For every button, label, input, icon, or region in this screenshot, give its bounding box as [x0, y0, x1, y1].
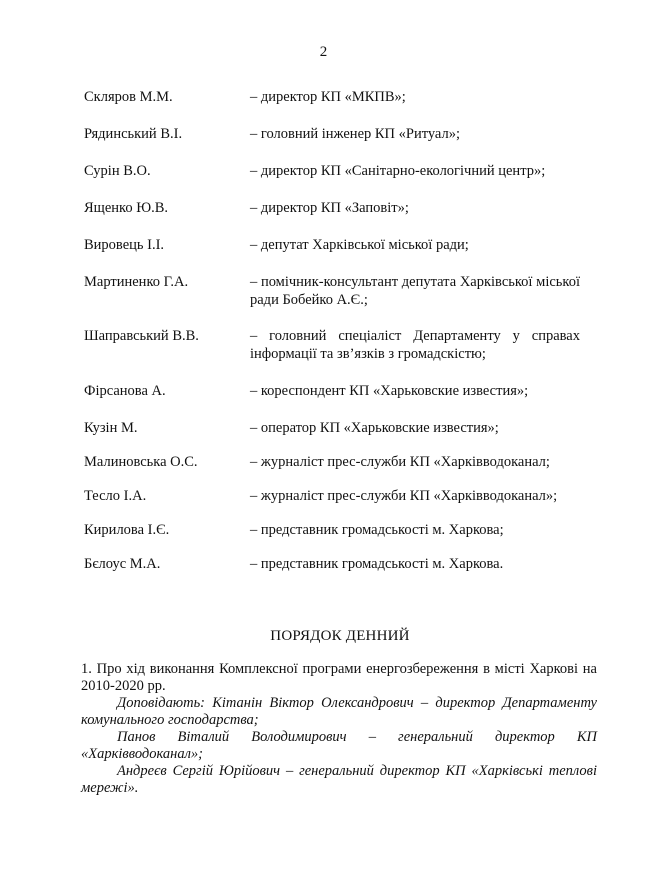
attendee-row — [84, 521, 584, 539]
agenda-item — [81, 661, 597, 797]
attendee-name: Рядинський В.І. — [84, 126, 183, 142]
attendee-name: Шаправський В.В. — [84, 328, 199, 344]
attendee-role: – представник громадськості м. Харкова. — [250, 556, 504, 572]
attendee-name: Тесло І.А. — [84, 488, 147, 504]
attendee-role: – кореспондент КП «Харьковские известия»; — [250, 383, 529, 399]
attendee-name: Мартиненко Г.А. — [84, 274, 189, 290]
attendee-role: – помічник-консультант депутата Харківської міської ради Бобейко А.Є.; — [250, 274, 580, 308]
attendee-name: Фірсанова А. — [84, 383, 166, 399]
attendee-row — [84, 453, 584, 471]
agenda-speaker: Панов Віталий Володимирович – генеральний директор КП «Харківводоканал»; — [81, 729, 597, 762]
attendee-role: – представник громадськості м. Харкова; — [250, 522, 504, 538]
attendee-role: – директор КП «Санітарно-екологічний центр»; — [250, 163, 546, 179]
attendee-row — [84, 327, 584, 363]
attendee-row — [84, 125, 584, 143]
attendee-role: – головний спеціаліст Департаменту у справах інформації та зв’язків з громадскістю; — [250, 328, 580, 362]
attendee-name: Бєлоус М.А. — [84, 556, 161, 572]
agenda-item-text: 1. Про хід виконання Комплексної програми енергозбереження в місті Харкові на 2010-2020 рр. — [81, 661, 597, 694]
attendee-role: – головний інженер КП «Ритуал»; — [250, 126, 461, 142]
page-number: 2 — [319, 44, 328, 60]
attendee-role: – журналіст прес-служби КП «Харківводоканал»; — [250, 488, 558, 504]
attendee-name: Сурін В.О. — [84, 163, 151, 179]
agenda-speaker: Андреєв Сергій Юрійович – генеральний директор КП «Харківські теплові мережі». — [81, 763, 597, 796]
attendee-row — [84, 236, 584, 254]
attendee-role: – директор КП «Заповіт»; — [250, 200, 409, 216]
attendee-role: – оператор КП «Харьковские известия»; — [250, 420, 499, 436]
attendee-row — [84, 88, 584, 106]
attendee-name: Ященко Ю.В. — [84, 200, 169, 216]
attendee-row — [84, 555, 584, 573]
attendee-name: Скляров М.М. — [84, 89, 173, 105]
attendee-role: – депутат Харківської міської ради; — [250, 237, 469, 253]
attendee-role: – директор КП «МКПВ»; — [250, 89, 406, 105]
attendee-row — [84, 382, 584, 400]
attendee-row — [84, 199, 584, 217]
attendee-name: Кирилова І.Є. — [84, 522, 170, 538]
attendee-row — [84, 162, 584, 180]
agenda-title: ПОРЯДОК ДЕННИЙ — [270, 628, 410, 644]
attendee-list — [84, 88, 584, 573]
agenda-speaker: Доповідають: Кітанін Віктор Олександрович – директор Департаменту комунального господарства; — [81, 695, 597, 728]
attendee-row — [84, 273, 584, 309]
attendee-name: Вировець І.І. — [84, 237, 165, 253]
attendee-name: Кузін М. — [84, 420, 138, 436]
attendee-row — [84, 487, 584, 505]
attendee-role: – журналіст прес-служби КП «Харківводоканал; — [250, 454, 550, 470]
attendee-name: Малиновська О.С. — [84, 454, 198, 470]
attendee-row — [84, 419, 584, 437]
